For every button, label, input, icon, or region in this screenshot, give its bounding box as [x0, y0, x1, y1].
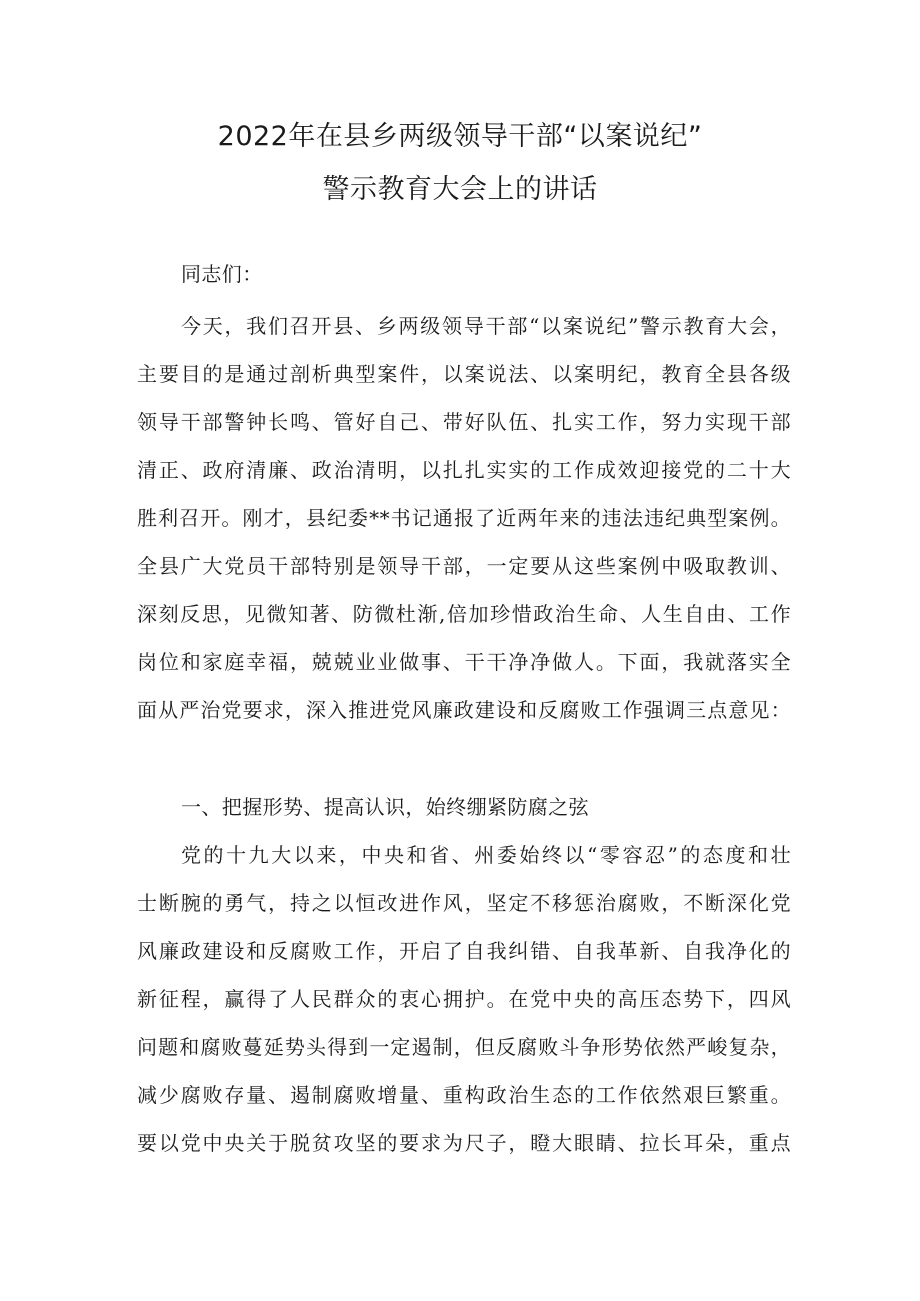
paragraph-1-line: 清正、政府清廉、政治清明，以扎扎实实的工作成效迎接党的二十大 — [137, 458, 791, 482]
paragraph-1-line: 全县广大党员干部特别是领导干部，一定要从这些案例中吸取教训、 — [137, 554, 791, 578]
paragraph-2-line: 士断腕的勇气，持之以恒改进作风，坚定不移惩治腐败，不断深化党 — [137, 891, 791, 915]
paragraph-1-line: 主要目的是通过剖析典型案件，以案说法、以案明纪，教育全县各级 — [137, 362, 791, 386]
paragraph-1-line: 胜利召开。刚才，县纪委**书记通报了近两年来的违法违纪典型案例。 — [137, 506, 791, 530]
paragraph-2-line: 风廉政建设和反腐败工作，开启了自我纠错、自我革新、自我净化的 — [137, 939, 791, 963]
title-line-2: 警示教育大会上的讲话 — [322, 174, 598, 205]
section-1-heading: 一、把握形势、提高认识，始终绷紧防腐之弦 — [181, 795, 589, 819]
paragraph-2-line: 党的十九大以来，中央和省、州委始终以“零容忍”的态度和壮 — [181, 843, 791, 867]
paragraph-2-line: 要以党中央关于脱贫攻坚的要求为尺子，瞪大眼睛、拉长耳朵，重点 — [137, 1131, 791, 1155]
paragraph-1-line: 今天，我们召开县、乡两级领导干部“以案说纪”警示教育大会， — [181, 314, 791, 338]
paragraph-1-line: 岗位和家庭幸福，兢兢业业做事、干干净净做人。下面，我就落实全 — [137, 650, 791, 674]
paragraph-1-line: 面从严治党要求，深入推进党风廉政建设和反腐败工作强调三点意见： — [137, 698, 791, 722]
title-line-1: 2022年在县乡两级领导干部“以案说纪” — [217, 121, 703, 152]
paragraph-2-line: 问题和腐败蔓延势头得到一定遏制，但反腐败斗争形势依然严峻复杂， — [137, 1035, 791, 1059]
greeting: 同志们： — [181, 262, 263, 286]
paragraph-1-line: 深刻反思，见微知著、防微杜渐,倍加珍惜政治生命、人生自由、工作 — [137, 602, 791, 626]
paragraph-2-line: 减少腐败存量、遏制腐败增量、重构政治生态的工作依然艰巨繁重。 — [137, 1083, 791, 1107]
paragraph-2-line: 新征程，赢得了人民群众的衷心拥护。在党中央的高压态势下，四风 — [137, 987, 791, 1011]
paragraph-1-line: 领导干部警钟长鸣、管好自己、带好队伍、扎实工作，努力实现干部 — [137, 410, 791, 434]
